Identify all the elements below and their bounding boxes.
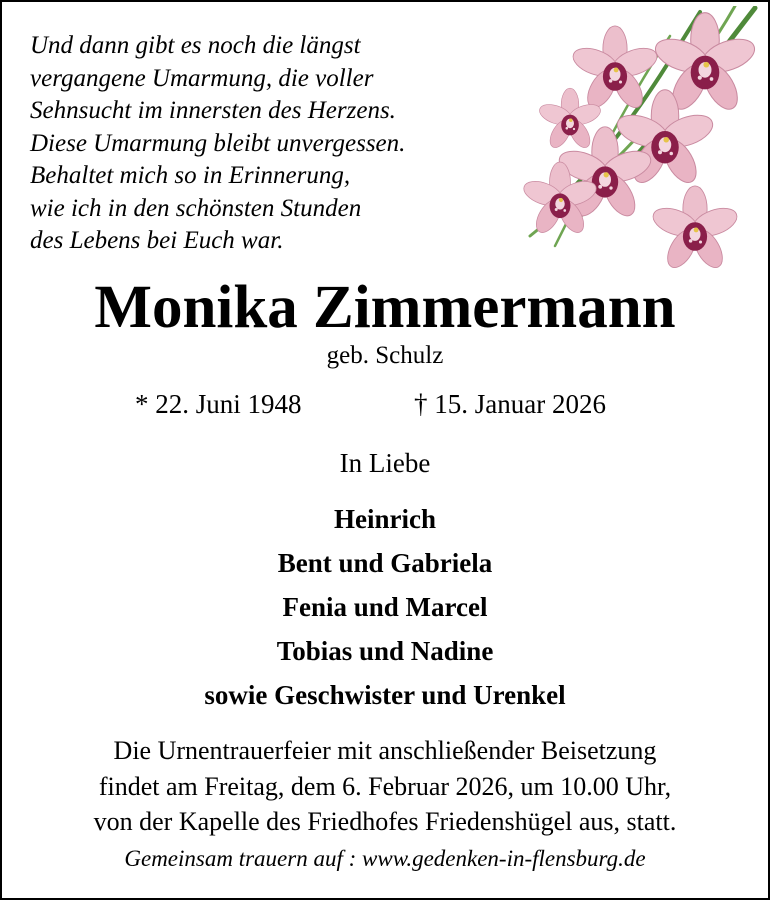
mourners-list: [2, 497, 768, 717]
maiden-name: geb. Schulz: [326, 342, 444, 369]
deceased-name: Monika Zimmermann: [94, 274, 676, 341]
poem: [30, 30, 500, 258]
mourner-name: Fenia und Marcel: [282, 592, 488, 622]
poem-line: Und dann gibt es noch die längst: [30, 32, 361, 59]
poem-line: Behaltet mich so in Erinnerung,: [30, 162, 351, 189]
orchid-branch-image: [510, 6, 766, 276]
mourner-name: sowie Geschwister und Urenkel: [204, 680, 566, 710]
poem-line: vergangene Umarmung, die voller: [30, 64, 374, 92]
mourner-name: Bent und Gabriela: [277, 548, 493, 578]
death-date: † 15. Januar 2026: [414, 389, 606, 419]
ceremony-line: findet am Freitag, dem 6. Februar 2026, um 10.00 Uhr,: [98, 771, 672, 801]
ceremony-line: Die Urnentrauerfeier mit anschließender Beisetzung: [113, 736, 657, 765]
ceremony-line: von der Kapelle des Friedhofes Friedenshügel aus, statt.: [93, 807, 677, 836]
mourner-name: Tobias und Nadine: [276, 636, 494, 666]
poem-line: des Lebens bei Euch war.: [30, 227, 284, 254]
ceremony-details: [2, 733, 768, 840]
mourner-name: Heinrich: [334, 504, 436, 534]
mourners-intro: In Liebe: [339, 448, 431, 478]
birth-date: * 22. Juni 1948: [135, 389, 302, 419]
poem-line: Diese Umarmung bleibt unvergessen.: [30, 129, 406, 157]
poem-line: Sehnsucht im innersten des Herzens.: [30, 97, 396, 124]
memorial-website-note: Gemeinsam trauern auf : www.gedenken-in-flensburg.de: [124, 846, 646, 871]
poem-line: wie ich in den schönsten Stunden: [30, 194, 362, 222]
